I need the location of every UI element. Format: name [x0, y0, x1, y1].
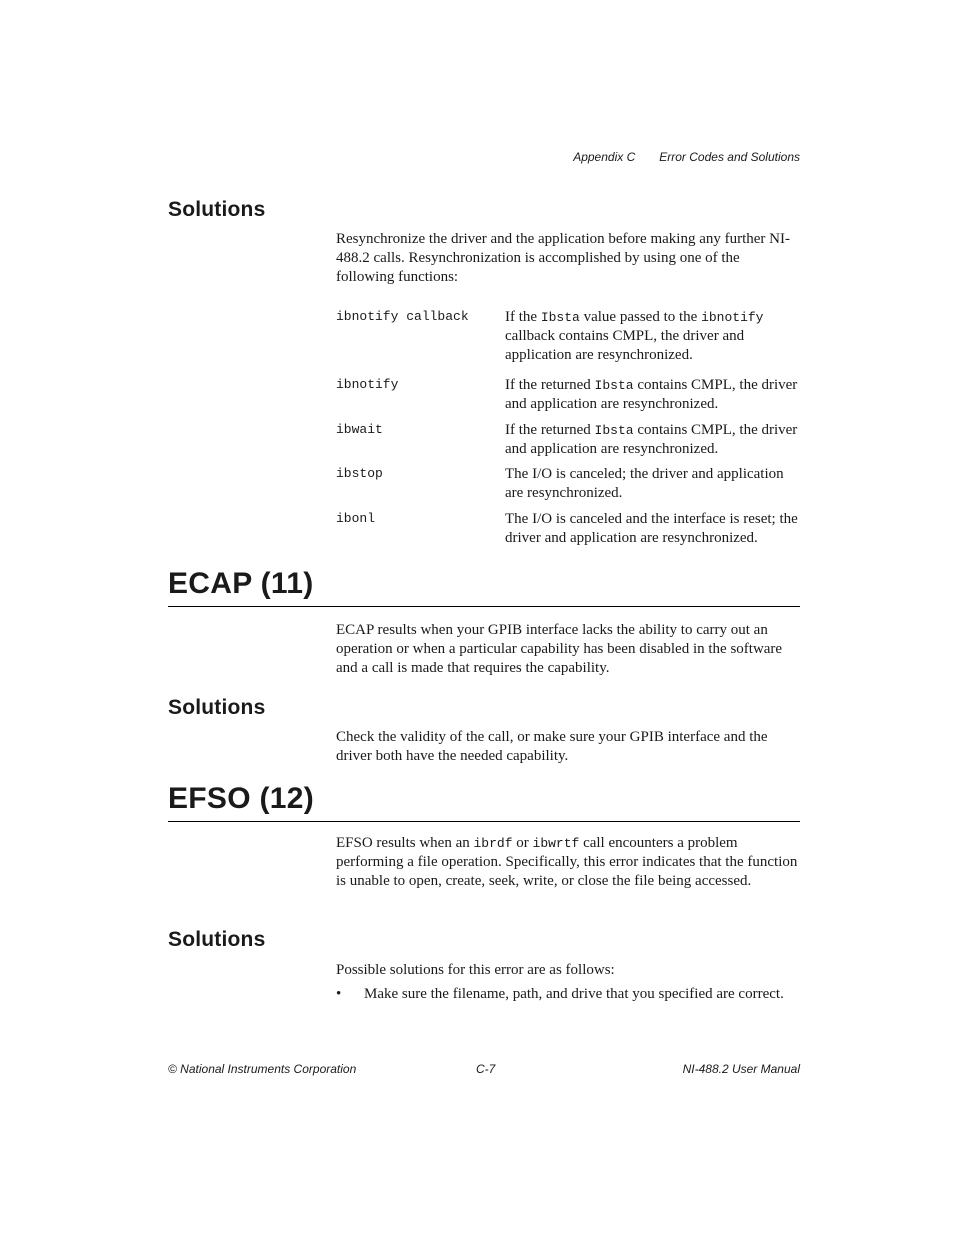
function-description	[505, 376, 800, 414]
function-name: ibnotify callback	[336, 309, 469, 324]
inline-code: Ibsta	[594, 423, 634, 438]
desc-text: EFSO results when an	[336, 835, 474, 851]
function-description	[505, 421, 800, 459]
desc-text: contains CMPL, the driver and application are resynchronized.	[505, 422, 798, 457]
efso-solutions-intro: Possible solutions for this error are as follows:	[336, 962, 615, 978]
footer-page-number: C-7	[476, 1062, 496, 1076]
desc-text: contains CMPL, the driver and application are resynchronized.	[505, 377, 798, 412]
function-name: ibnotify	[336, 377, 399, 392]
header-appendix: Appendix C	[573, 150, 636, 164]
section-divider	[168, 606, 800, 607]
running-header	[573, 150, 800, 164]
footer-manual-title: NI-488.2 User Manual	[682, 1062, 800, 1076]
inline-code: ibwrtf	[532, 836, 580, 851]
function-name: ibonl	[336, 511, 376, 526]
desc-text: callback contains CMPL, the driver and application are resynchronized.	[505, 328, 745, 363]
bullet-text: Make sure the filename, path, and drive that you specified are correct.	[364, 986, 784, 1002]
bullet-icon: •	[336, 986, 342, 1002]
inline-code: Ibsta	[594, 378, 634, 393]
function-name: ibwait	[336, 422, 383, 437]
desc-text: or	[512, 835, 533, 851]
inline-code: ibnotify	[701, 310, 764, 325]
desc-text: If the returned	[505, 422, 595, 438]
ecap-description: ECAP results when your GPIB interface lacks the ability to carry out an operation or when a particular capability has been disabled in the software and a call is made that requires the capability.	[336, 622, 783, 676]
section-divider	[168, 821, 800, 822]
solutions-heading-2: Solutions	[168, 696, 266, 719]
solutions-heading-3: Solutions	[168, 928, 266, 951]
footer-copyright: © National Instruments Corporation	[168, 1062, 357, 1076]
desc-text: value passed to the	[579, 309, 702, 325]
function-name: ibstop	[336, 466, 383, 481]
inline-code: ibrdf	[473, 836, 513, 851]
function-description: The I/O is canceled; the driver and application are resynchronized.	[505, 466, 784, 501]
function-description: The I/O is canceled and the interface is reset; the driver and application are resynchronized.	[505, 511, 798, 546]
efso-title: EFSO (12)	[168, 782, 315, 815]
header-chapter: Error Codes and Solutions	[659, 150, 800, 164]
desc-text: call encounters a problem performing a file operation. Specifically, this error indicates that the function is unable to open, create, seek, write, or close the file being accessed.	[336, 835, 798, 889]
inline-code: Ibsta	[540, 310, 580, 325]
solutions-heading-1: Solutions	[168, 198, 266, 221]
efso-description	[336, 834, 800, 891]
desc-text: If the	[505, 309, 541, 325]
solutions-intro-paragraph: Resynchronize the driver and the application before making any further NI-488.2 calls. Resynchronization is accomplished by using one of the following functions:	[336, 231, 790, 285]
function-description	[505, 308, 800, 365]
desc-text: If the returned	[505, 377, 595, 393]
ecap-title: ECAP (11)	[168, 567, 314, 600]
ecap-solutions-text: Check the validity of the call, or make sure your GPIB interface and the driver both have the needed capability.	[336, 729, 768, 764]
